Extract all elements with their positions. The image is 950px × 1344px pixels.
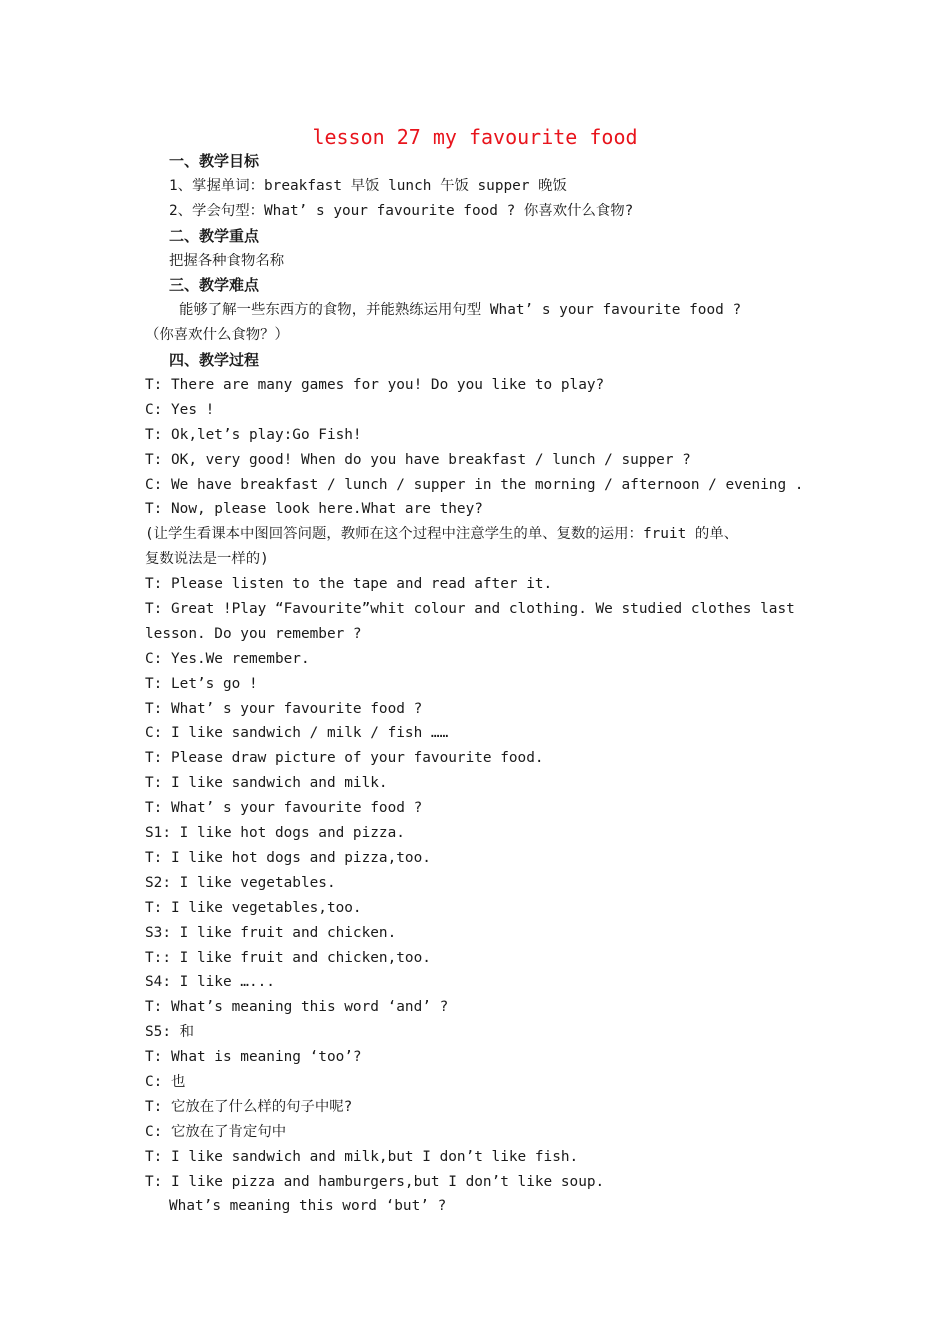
text-line: S3: I like fruit and chicken. [145, 924, 397, 941]
text-line: S1: I like hot dogs and pizza. [145, 825, 405, 842]
text-line: T: There are many games for you! Do you like to play? [145, 377, 605, 394]
text-line: T: I like hot dogs and pizza,too. [145, 849, 431, 866]
text-line: T: OK, very good! When do you have breakfast / lunch / supper ? [145, 451, 691, 468]
text-line: C: I like sandwich / milk / fish …… [145, 725, 449, 742]
text-line: T: Please listen to the tape and read after it. [145, 576, 553, 593]
lesson-body [145, 149, 825, 1219]
text-line: lesson. Do you remember ? [145, 625, 362, 642]
text-line: C: Yes.We remember. [145, 650, 310, 667]
text-line: S5: 和 [145, 1024, 195, 1041]
text-line: 把握各种食物名称 [169, 252, 285, 269]
text-line: (让学生看课本中图回答问题，教师在这个过程中注意学生的单、复数的运用：fruit 的单、 [145, 526, 739, 543]
text-line: T: Now, please look here.What are they? [145, 501, 483, 518]
text-line: T: What’s meaning this word ‘and’ ? [145, 999, 449, 1016]
text-line: 2、学会句型：What’ s your favourite food ? 你喜欢什么食物? [169, 202, 634, 219]
text-line: 1、掌握单词：breakfast 早饭 lunch 午饭 supper 晚饭 [169, 177, 567, 194]
text-line: T: 它放在了什么样的句子中呢? [145, 1098, 353, 1115]
text-line: S2: I like vegetables. [145, 874, 336, 891]
text-line: T: Let’s go ! [145, 675, 258, 692]
section-heading: 一、教学目标 [169, 152, 260, 170]
text-line: T: I like pizza and hamburgers,but I don’t like soup. [145, 1173, 605, 1190]
text-line: C: 也 [145, 1073, 186, 1090]
text-line: T: Please draw picture of your favourite food. [145, 750, 544, 767]
text-line: T: I like sandwich and milk. [145, 775, 388, 792]
text-line: C: Yes ! [145, 401, 215, 418]
text-line: T: Great !Play “Favourite”whit colour and clothing. We studied clothes last [145, 601, 795, 618]
text-line: 复数说法是一样的) [145, 551, 269, 568]
text-line: T: I like vegetables,too. [145, 899, 362, 916]
text-line: What’s meaning this word ‘but’ ? [169, 1198, 447, 1215]
text-line: T: What’ s your favourite food ? [145, 800, 423, 817]
text-line: T: I like sandwich and milk,but I don’t like fish. [145, 1148, 579, 1165]
text-line: C: We have breakfast / lunch / supper in the morning / afternoon / evening . [145, 476, 804, 493]
text-line: C: 它放在了肯定句中 [145, 1123, 287, 1140]
text-line: （你喜欢什么食物？） [145, 327, 289, 344]
section-heading: 四、教学过程 [169, 351, 260, 370]
text-line: T: What’ s your favourite food ? [145, 700, 423, 717]
text-line: 能够了解一些东西方的食物，并能熟练运用句型 What’ s your favourite food ? [179, 302, 742, 319]
text-line: T:: I like fruit and chicken,too. [145, 949, 431, 966]
lesson-title: lesson 27 my favourite food [312, 125, 638, 149]
text-line: S4: I like …... [145, 974, 275, 991]
section-heading: 二、教学重点 [169, 226, 260, 245]
text-line: T: What is meaning ‘too’? [145, 1049, 362, 1066]
text-line: T: Ok,let’s play:Go Fish! [145, 426, 362, 443]
section-heading: 三、教学难点 [169, 276, 260, 295]
